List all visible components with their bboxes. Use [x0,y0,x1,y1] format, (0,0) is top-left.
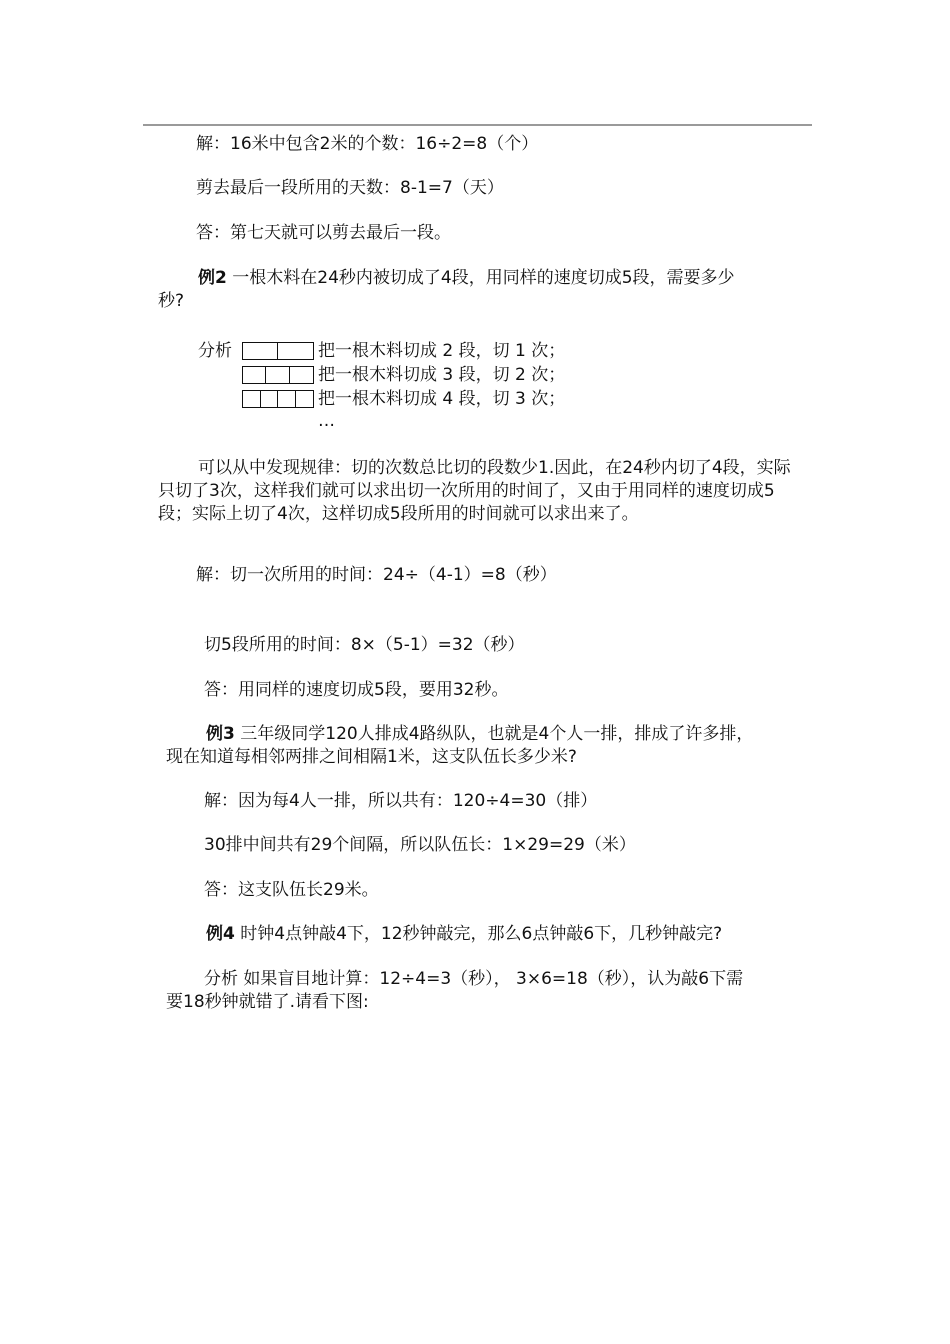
wood-segment [278,391,296,407]
ex3-sol-line2: 30排中间共有29个间隔，所以队伍长：1×29=29（米） [204,835,636,855]
wood-segment [290,367,313,383]
wood-segment [243,391,261,407]
ex4-question-text: 时钟4点钟敲4下，12秒钟敲完，那么6点钟敲6下，几秒钟敲完? [234,924,723,944]
cut-diagram-row-2 [242,366,314,384]
ex4-analysis-line2: 要18秒钟就错了.请看下图: [166,992,369,1012]
cut-diagram-row-1 [242,342,314,360]
ex2-sol-line1: 解：切一次所用的时间：24÷（4-1）=8（秒） [196,565,557,585]
ex2-label: 例2 [198,268,227,288]
cut-diagram-ellipsis: … [318,411,335,431]
header-rule [143,124,812,126]
wood-segment [243,343,278,359]
wood-segment [266,367,289,383]
ex2-answer: 答：用同样的速度切成5段，要用32秒。 [204,680,509,700]
ex2-sol-line2: 切5段所用的时间：8×（5-1）=32（秒） [204,635,525,655]
cut-diagram-text-3: 把一根木料切成 4 段，切 3 次； [318,389,566,409]
wood-segment [296,391,313,407]
ex3-question-a: 三年级同学120人排成4路纵队，也就是4个人一排，排成了许多排， [234,724,754,744]
ex2-analysis-label: 分析 [198,341,232,361]
wood-segment [243,367,266,383]
ex4-label: 例4 [206,924,235,944]
ex3-question-line1 [206,723,753,746]
cut-diagram-text-2: 把一根木料切成 3 段，切 2 次； [318,365,566,385]
ex4-question [206,923,722,946]
ex4-analysis-line1: 分析 如果盲目地计算：12÷4=3（秒）， 3×6=18（秒），认为敲6下需 [204,969,744,989]
ex3-question-line2: 现在知道每相邻两排之间相隔1米，这支队伍长多少米? [166,747,577,767]
ex2-question-line2: 秒? [158,291,185,311]
sol1-answer: 答：第七天就可以剪去最后一段。 [196,223,451,243]
ex2-question-line1 [198,267,735,290]
wood-segment [261,391,279,407]
ex3-sol-line1: 解：因为每4人一排，所以共有：120÷4=30（排） [204,791,598,811]
ex3-answer: 答：这支队伍长29米。 [204,880,379,900]
sol1-line1: 解：16米中包含2米的个数：16÷2=8（个） [196,134,539,154]
sol1-line2: 剪去最后一段所用的天数：8-1=7（天） [196,178,504,198]
cut-diagram-row-3 [242,390,314,408]
ex2-analysis-paragraph: 可以从中发现规律：切的次数总比切的段数少1.因此，在24秒内切了4段，实际只切了3次，这样我们就可以求出切一次所用的时间了，又由于用同样的速度切成5段；实际上切了4次，这样切成5段所用的时间就可以求出来了。 [158,458,791,524]
wood-segment [278,343,313,359]
ex2-question-a: 一根木料在24秒内被切成了4段，用同样的速度切成5段，需要多少 [226,268,735,288]
ex3-label: 例3 [206,724,235,744]
cut-diagram-text-1: 把一根木料切成 2 段，切 1 次； [318,341,566,361]
